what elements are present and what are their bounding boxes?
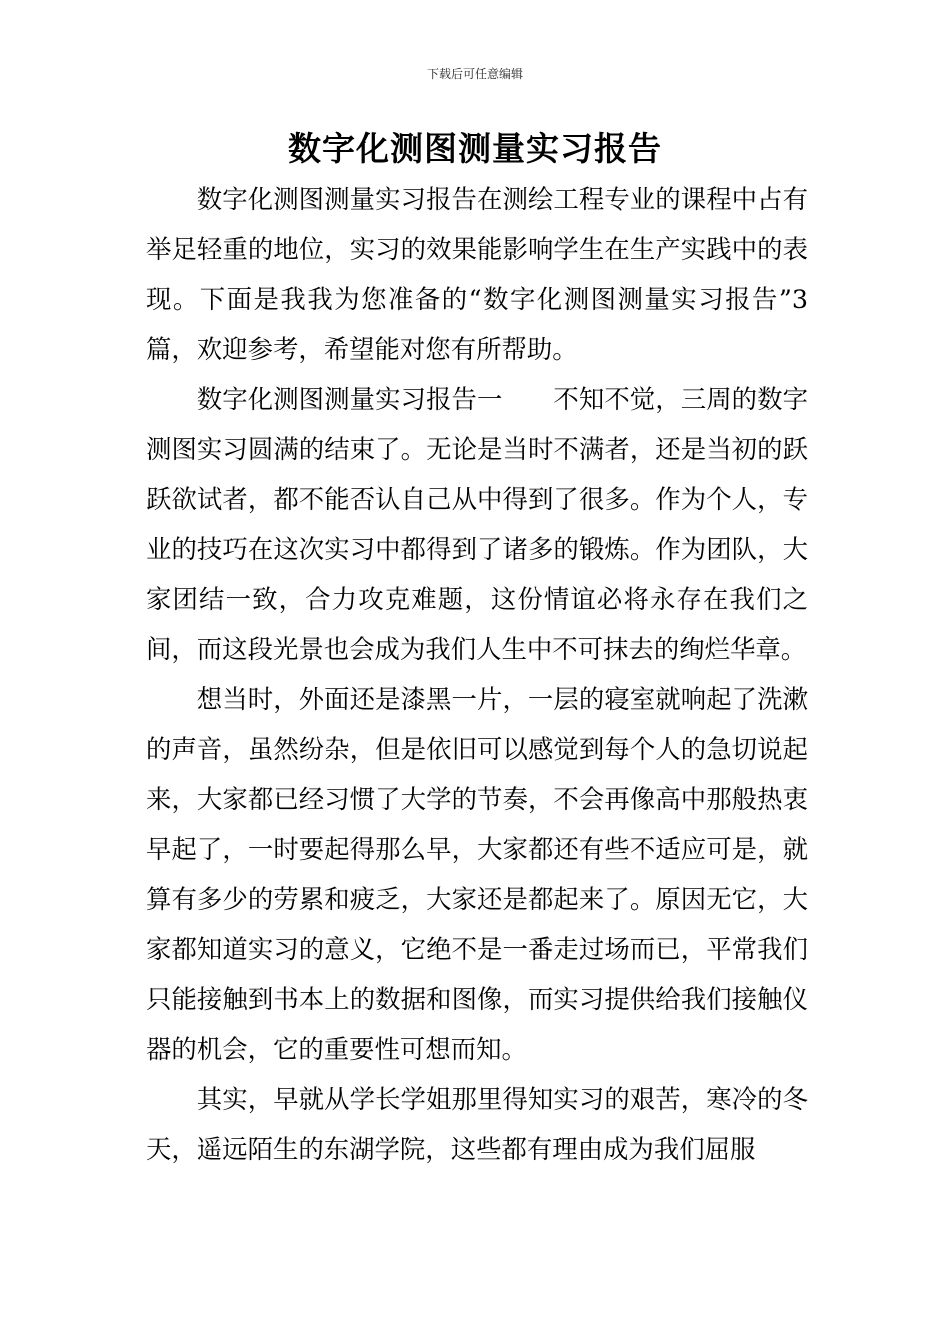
document-title: 数字化测图测量实习报告 xyxy=(288,129,662,168)
paragraph-morning: 想当时，外面还是漆黑一片，一层的寝室就响起了洗漱的声音，虽然纷杂，但是依旧可以感觉到每个人的急切说起来，大家都已经习惯了大学的节奏，不会再像高中那般热衷早起了，一时要起得那么早，大家都还有些不适应可是，就算有多少的劳累和疲乏，大家还是都起来了。原因无它，大家都知道实习的意义，它绝不是一番走过场而已，平常我们只能接触到书本上的数据和图像，而实习提供给我们接触仪器的机会，它的重要性可想而知。 xyxy=(146,684,808,1064)
paragraph-hardship: 其实，早就从学长学姐那里得知实习的艰苦，寒冷的冬天，遥远陌生的东湖学院，这些都有理由成为我们屈服 xyxy=(146,1084,808,1164)
paragraph-intro: 数字化测图测量实习报告在测绘工程专业的课程中占有举足轻重的地位，实习的效果能影响学生在生产实践中的表现。下面是我我为您准备的“数字化测图测量实习报告”3篇，欢迎参考，希望能对您有所帮助。 xyxy=(146,184,808,364)
paragraph-report-one: 数字化测图测量实习报告一 不知不觉，三周的数字测图实习圆满的结束了。无论是当时不满者，还是当初的跃跃欲试者，都不能否认自己从中得到了很多。作为个人，专业的技巧在这次实习中都得到了诸多的锻炼。作为团队，大家团结一致，合力攻克难题，这份情谊必将永存在我们之间，而这段光景也会成为我们人生中不可抹去的绚烂华章。 xyxy=(146,384,808,664)
header-note: 下载后可任意编辑 xyxy=(426,67,523,81)
document-body xyxy=(146,174,808,1174)
